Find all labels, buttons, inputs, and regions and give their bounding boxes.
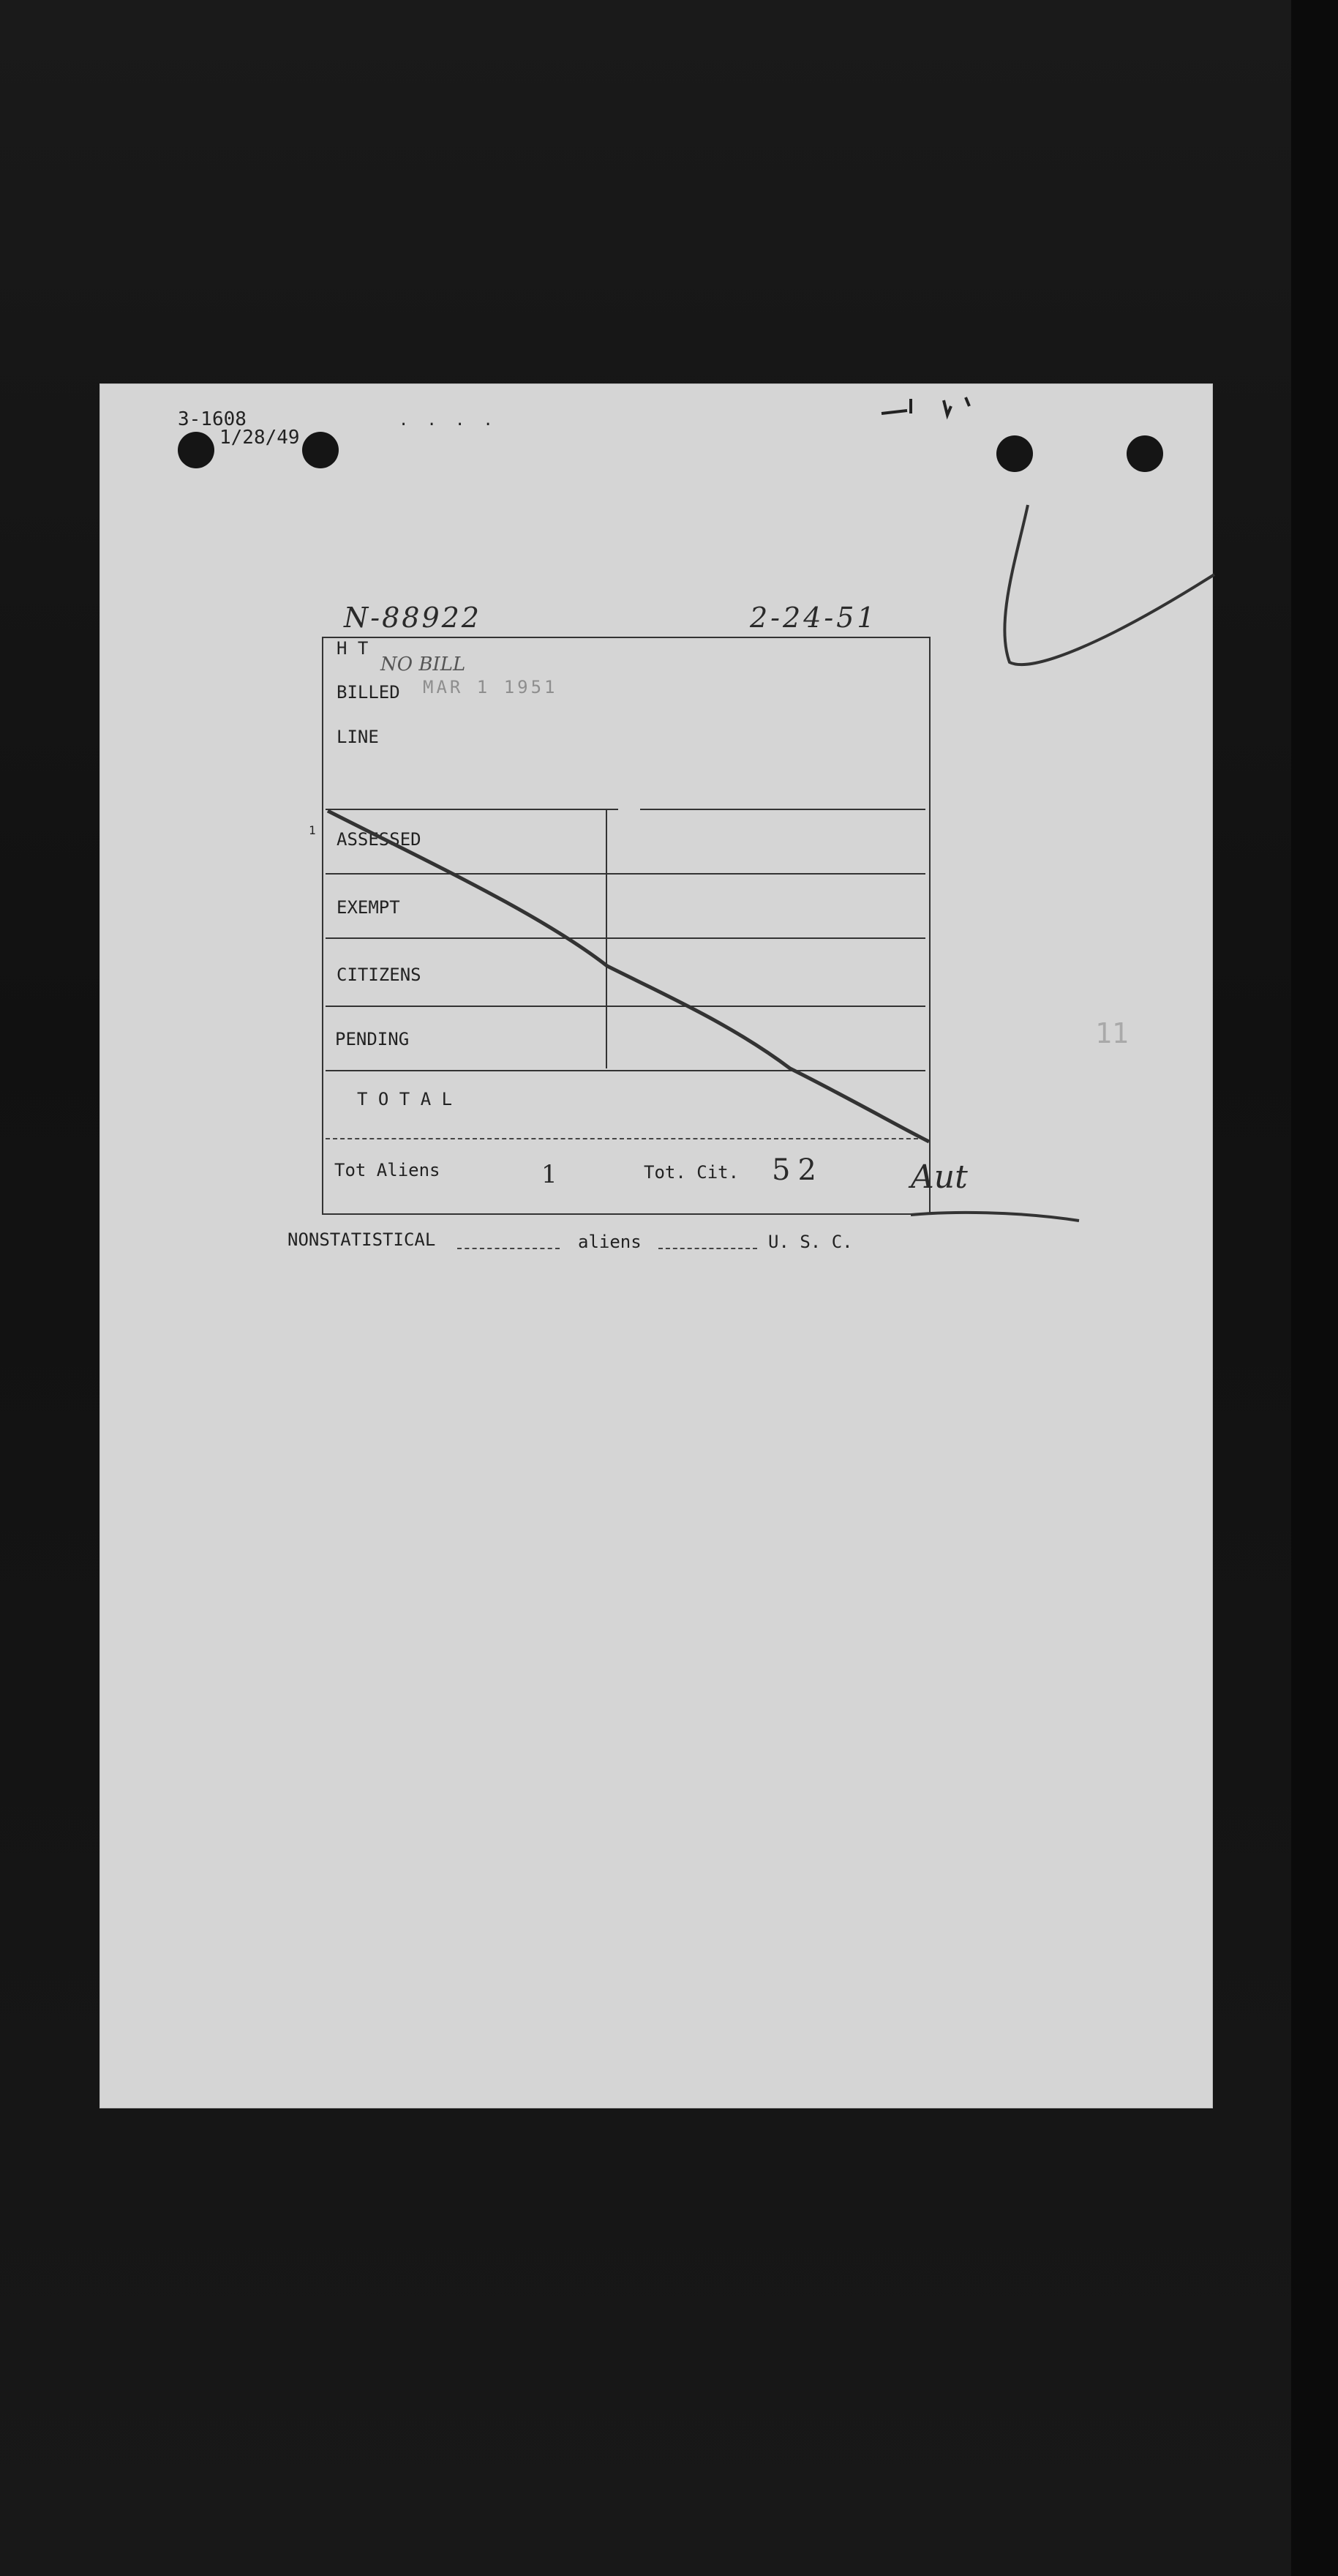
top-mark-scribble <box>878 384 988 421</box>
punch-hole-right-1 <box>996 435 1033 472</box>
stamp-date: MAR 1 1951 <box>423 677 558 697</box>
assessed-label: ASSESSED <box>337 829 421 850</box>
margin-curve-mark <box>988 498 1222 681</box>
scanner-edge <box>1291 0 1338 2576</box>
total-label: T O T A L <box>357 1089 453 1109</box>
aliens-label: aliens <box>578 1232 642 1252</box>
pending-label: PENDING <box>335 1029 410 1049</box>
tot-aliens-value: 1 <box>541 1160 557 1189</box>
line-label: LINE <box>337 727 379 747</box>
ht-label: H T <box>337 638 369 659</box>
tot-aliens-label: Tot Aliens <box>334 1160 440 1180</box>
exempt-label: EXEMPT <box>337 897 400 918</box>
manifest-number: N-88922 <box>344 602 481 634</box>
form-bottom-border <box>322 1213 931 1215</box>
nonstatistical-blank-1 <box>457 1248 560 1251</box>
nonstatistical-blank-2 <box>658 1248 757 1251</box>
punch-hole-left-2 <box>302 432 339 468</box>
page-number: 11 <box>1095 1017 1129 1049</box>
form-number: 3-1608 <box>178 408 247 430</box>
inspector-initials: Aut <box>911 1158 968 1196</box>
usc-label: U. S. C. <box>768 1232 853 1252</box>
initials-underline <box>907 1200 1083 1229</box>
punch-hole-left-1 <box>178 432 214 468</box>
billed-label: BILLED <box>337 682 400 703</box>
no-bill-stamp: NO BILL <box>380 654 466 675</box>
citizens-label: CITIZENS <box>337 965 421 985</box>
tick-mark: 1 <box>309 823 316 837</box>
nonstatistical-label: NONSTATISTICAL <box>287 1229 436 1250</box>
form-top-border <box>322 637 931 638</box>
diagonal-strike-line <box>322 805 933 1145</box>
top-dots: · · · · <box>399 416 497 434</box>
tot-cit-value: 52 <box>772 1153 824 1187</box>
punch-hole-right-2 <box>1127 435 1163 472</box>
tot-cit-label: Tot. Cit. <box>644 1162 740 1183</box>
arrival-date: 2-24-51 <box>750 602 878 634</box>
form-date: 1/28/49 <box>219 427 300 449</box>
